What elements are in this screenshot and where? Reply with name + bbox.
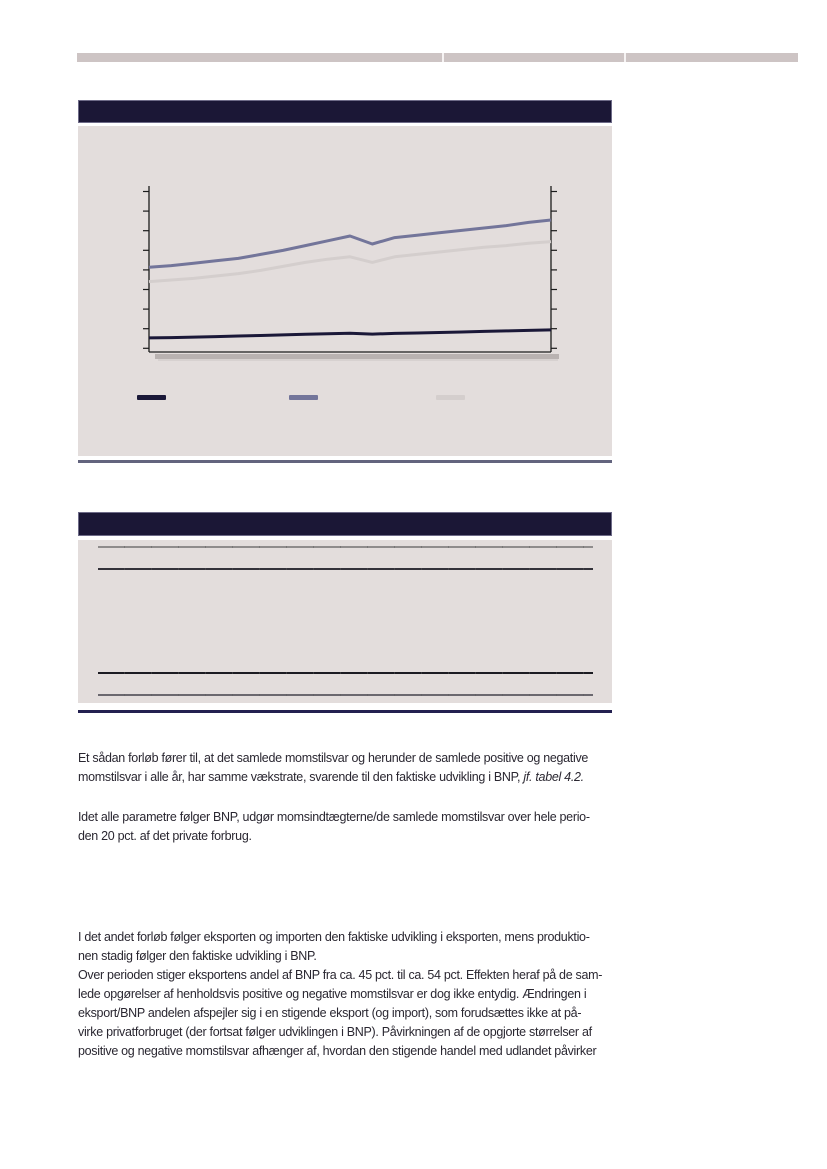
legend-swatch-series-2 (289, 395, 318, 400)
paragraph-line: den 20 pct. af det private forbrug. (78, 829, 252, 843)
paragraph-line: Et sådan forløb fører til, at det samlede momstilsvar og herunder de samlede positive og negative (78, 751, 589, 765)
axis-shadow (155, 354, 559, 359)
table-rule-top (98, 546, 593, 548)
paragraph-line: lede opgørelser af henholdsvis positive og negative momstilsvar er dog ikke entydig. Ændringen i (78, 987, 587, 1001)
paragraph-andet-forloeb (78, 928, 612, 1061)
paragraph-momstilsvar-vaekstrate (78, 749, 612, 787)
legend-swatch-series-1 (137, 395, 166, 400)
paragraph-line (78, 768, 612, 787)
axis-ticks (143, 192, 557, 349)
paragraph-line-regular: momstilsvar i alle år, har samme vækstrate, svarende til den faktiske udvikling i BNP, (78, 770, 524, 784)
dark-navy-line (149, 330, 551, 338)
paragraph-line: Over perioden stiger eksportens andel af BNP fra ca. 45 pct. til ca. 54 pct. Effekten heraf på de sam- (78, 968, 603, 982)
table-header-bar (78, 512, 612, 536)
slate-blue-line (149, 220, 551, 267)
paragraph-line: positive og negative momstilsvar afhænger af, hvordan den stigende handel med udlandet påvirker (78, 1044, 597, 1058)
table-bottom-page-rule (78, 710, 612, 713)
table-rule-body-bottom (98, 672, 593, 674)
paragraph-line: eksport/BNP andelen afspejler sig i en stigende eksport (og import), som forudsættes ikke at på- (78, 1006, 582, 1020)
chart-series-lines (149, 220, 551, 338)
figure-header-bar (78, 100, 612, 123)
line-chart (78, 126, 612, 456)
axis-shadow-soft (158, 359, 558, 361)
table-rule-header-bottom (98, 568, 593, 570)
top-bar-divider (624, 53, 626, 62)
paragraph-line: virke privatforbruget (der fortsat følger udviklingen i BNP). Påvirkningen af de opgjorte størrelser af (78, 1025, 592, 1039)
paragraph-line: I det andet forløb følger eksporten og importen den faktiske udvikling i eksporten, mens produktio- (78, 930, 590, 944)
legend-swatch-series-3 (436, 395, 465, 400)
figure-body (78, 126, 612, 456)
table-reference-italic: jf. tabel 4.2. (523, 770, 584, 784)
top-bar-divider (442, 53, 444, 62)
table-rule-outer-bottom (98, 694, 593, 696)
paragraph-parametre-bnp (78, 808, 612, 846)
chart-axes (149, 186, 551, 352)
page-top-bar (77, 53, 798, 62)
figure-bottom-rule (78, 460, 612, 463)
table-body (78, 540, 612, 703)
paragraph-line: Idet alle parametre følger BNP, udgør momsindtægterne/de samlede momstilsvar over hele perio- (78, 810, 590, 824)
paragraph-line: nen stadig følger den faktiske udvikling i BNP. (78, 949, 317, 963)
